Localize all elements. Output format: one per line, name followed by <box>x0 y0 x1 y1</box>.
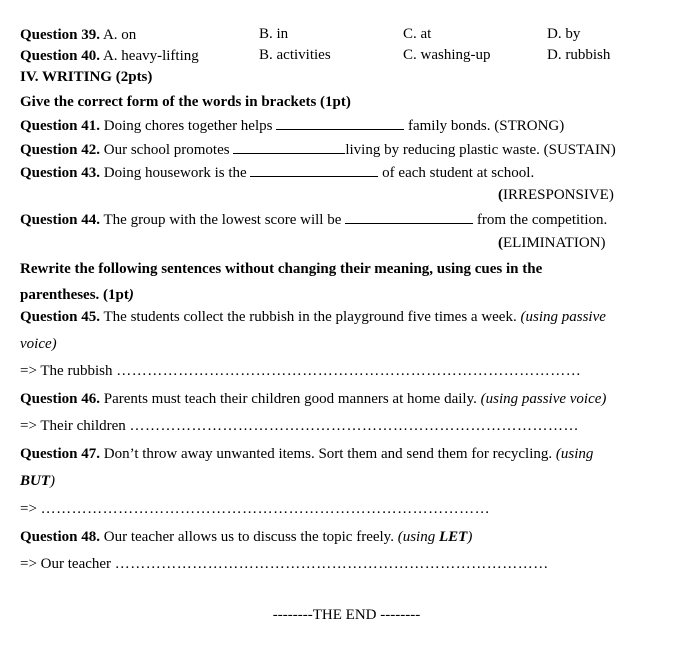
answer-blank[interactable] <box>250 164 378 177</box>
question-label: Question 39. <box>20 27 101 43</box>
question-label: Question 42. <box>20 142 101 158</box>
question-text: Our teacher allows us to discuss the topic freely <box>100 529 391 545</box>
answer-prefix: => Our teacher <box>20 556 115 572</box>
answer-line[interactable] <box>20 362 581 380</box>
question-text-end: family bonds. (STRONG) <box>404 118 565 134</box>
question-label: Question 40. <box>20 48 101 64</box>
question-48: Question 48. Our teacher allows us to discuss the topic freely. (using LET) <box>20 529 473 545</box>
section-heading-writing: IV. WRITING (2pts) <box>20 69 153 85</box>
answer-blank[interactable] <box>233 141 345 154</box>
end-marker: --------THE END -------- <box>272 607 421 623</box>
question-cue-cont: voice) <box>20 336 57 352</box>
question-cue: (using passive voice) <box>476 391 607 407</box>
section-heading-rewrite-cont: parentheses. (1pt) <box>20 287 134 303</box>
word-cue: (IRRESPONSIVE) <box>498 187 614 203</box>
question-45: Question 45. The students collect the rubbish in the playground five times a week. (using passive <box>20 309 606 325</box>
question-label: Question 44. <box>20 212 101 228</box>
question-cue: (using passive <box>516 309 606 325</box>
question-cue-cont: BUT) <box>20 473 55 489</box>
answer-prefix: => <box>20 501 41 517</box>
question-text: The group with the lowest score will be <box>100 212 346 228</box>
question-43 <box>20 164 534 182</box>
option-d: D. rubbish <box>547 47 611 63</box>
answer-dots: …………………………………………………………………………… <box>40 501 491 517</box>
option-a: A. heavy-lifting <box>102 48 199 64</box>
question-text-end: from the competition. <box>473 212 608 228</box>
section-heading-word-form: Give the correct form of the words in brackets (1pt) <box>20 94 351 110</box>
option-b: B. in <box>259 26 289 42</box>
answer-line[interactable] <box>20 500 490 518</box>
answer-blank[interactable] <box>276 117 404 130</box>
question-text: Doing housework is the <box>100 165 251 181</box>
question-42 <box>20 141 616 159</box>
question-text: The students collect the rubbish in the playground five times a week <box>100 309 513 325</box>
question-text-end: of each student at school. <box>378 165 535 181</box>
question-text-end: living by reducing plastic waste. (SUSTAIN) <box>345 142 616 158</box>
question-text: Don’t throw away unwanted items. Sort them and send them for recycling <box>100 446 549 462</box>
answer-line[interactable] <box>20 555 549 573</box>
question-label: Question 47. <box>20 446 101 462</box>
answer-line[interactable] <box>20 417 579 435</box>
option-b: B. activities <box>259 47 331 63</box>
question-text: Our school promotes <box>100 142 234 158</box>
question-41 <box>20 117 564 135</box>
question-39 <box>20 26 136 44</box>
word-cue: (ELIMINATION) <box>498 235 606 251</box>
question-label: Question 45. <box>20 309 101 325</box>
option-d: D. by <box>547 26 581 42</box>
answer-prefix: => Their children <box>20 418 130 434</box>
answer-dots: …………………………………………………………………………… <box>129 418 580 434</box>
question-label: Question 41. <box>20 118 101 134</box>
question-cue: (using <box>552 446 594 462</box>
section-heading-rewrite: Rewrite the following sentences without changing their meaning, using cues in the <box>20 261 543 277</box>
option-c: C. at <box>403 26 432 42</box>
answer-dots: ……………………………………………………………………………… <box>116 363 582 379</box>
question-46: Question 46. Parents must teach their children good manners at home daily. (using passive voice) <box>20 391 607 407</box>
question-label: Question 46. <box>20 391 101 407</box>
question-44 <box>20 211 607 229</box>
question-text: Doing chores together helps <box>100 118 277 134</box>
question-label: Question 43. <box>20 165 101 181</box>
question-cue: (using <box>393 529 439 545</box>
question-text: Parents must teach their children good manners at home daily <box>100 391 474 407</box>
answer-blank[interactable] <box>345 211 473 224</box>
question-label: Question 48. <box>20 529 101 545</box>
option-c: C. washing-up <box>403 47 491 63</box>
question-47: Question 47. Don’t throw away unwanted items. Sort them and send them for recycling. (using <box>20 446 594 462</box>
option-a: A. on <box>102 27 137 43</box>
answer-dots: ………………………………………………………………………… <box>114 556 549 572</box>
question-40 <box>20 47 199 65</box>
answer-prefix: => The rubbish <box>20 363 117 379</box>
